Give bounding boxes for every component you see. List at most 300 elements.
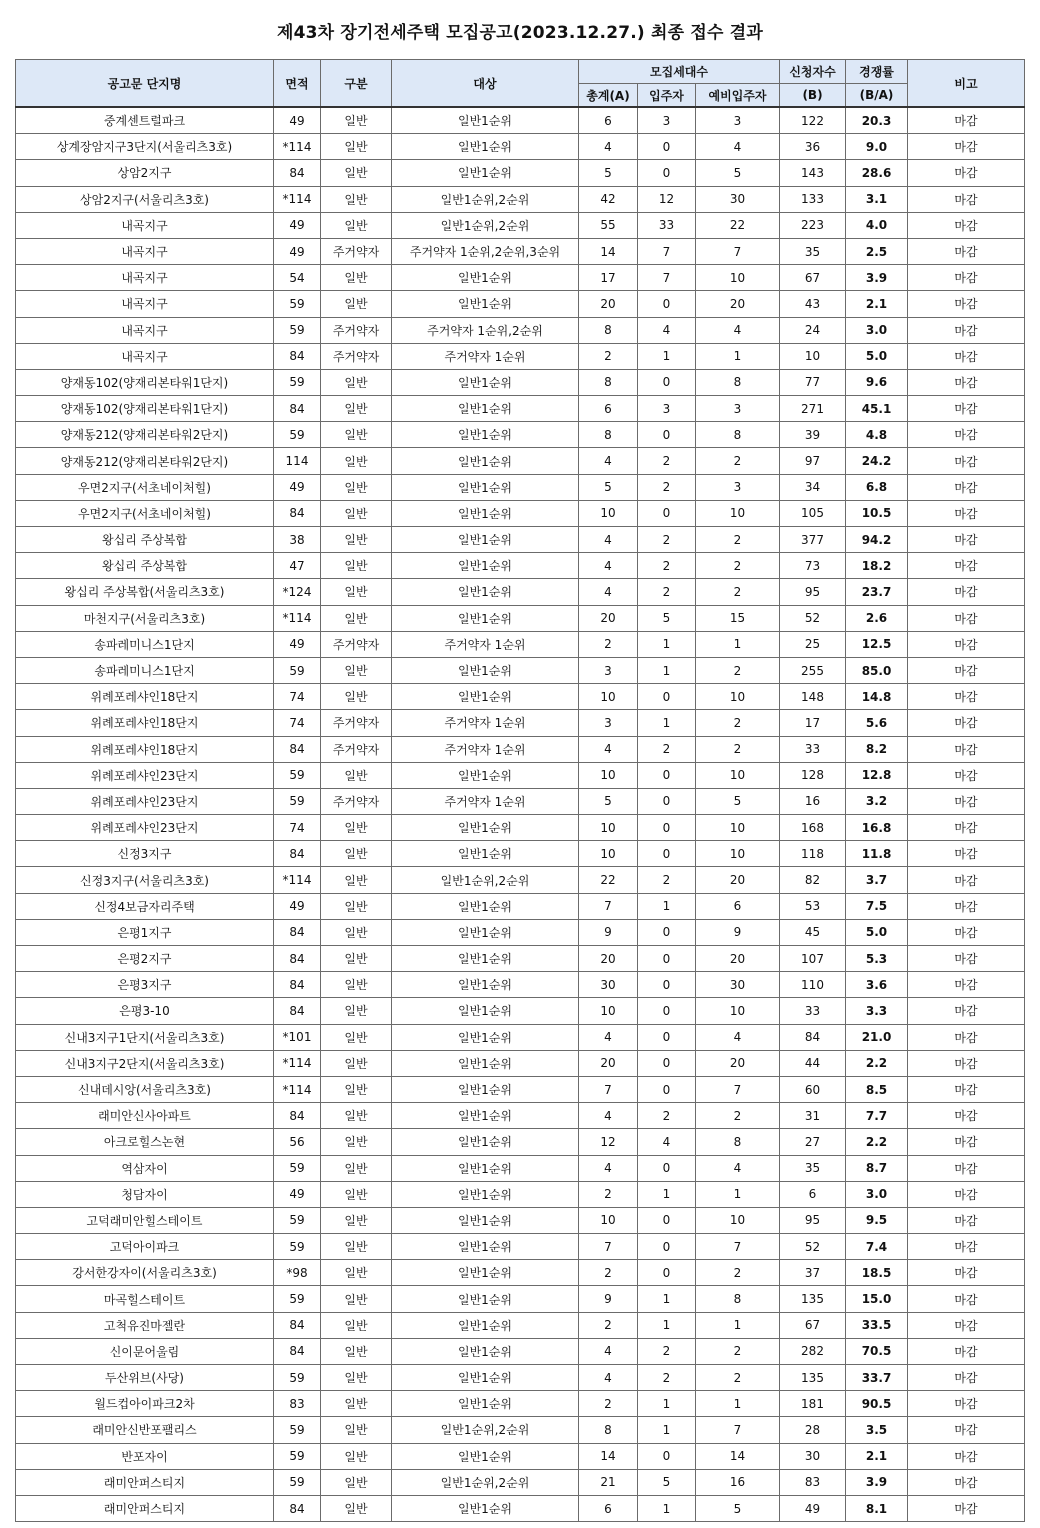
complex-name-cell: 신내데시앙(서울리츠3호) xyxy=(16,1076,274,1102)
target-cell: 일반1순위 xyxy=(392,1286,579,1312)
resident-cell: 0 xyxy=(638,291,696,317)
category-cell: 일반 xyxy=(321,1365,392,1391)
note-cell: 마감 xyxy=(908,212,1025,238)
area-cell: 84 xyxy=(274,1495,321,1521)
area-cell: 114 xyxy=(274,448,321,474)
resident-cell: 1 xyxy=(638,710,696,736)
applicants-cell: 95 xyxy=(780,1207,846,1233)
resident-cell: 1 xyxy=(638,1181,696,1207)
note-cell: 마감 xyxy=(908,134,1025,160)
reserve-cell: 5 xyxy=(696,160,780,186)
complex-name-cell: 마곡힐스테이트 xyxy=(16,1286,274,1312)
table-row xyxy=(16,343,1025,369)
ratio-cell: 3.3 xyxy=(846,998,908,1024)
reserve-cell: 7 xyxy=(696,238,780,264)
note-cell: 마감 xyxy=(908,1312,1025,1338)
note-cell: 마감 xyxy=(908,1024,1025,1050)
header-complex: 공고문 단지명 xyxy=(16,60,274,108)
note-cell: 마감 xyxy=(908,972,1025,998)
ratio-cell: 5.0 xyxy=(846,919,908,945)
category-cell: 일반 xyxy=(321,1234,392,1260)
target-cell: 일반1순위 xyxy=(392,998,579,1024)
category-cell: 일반 xyxy=(321,1391,392,1417)
applicants-cell: 34 xyxy=(780,474,846,500)
area-cell: 56 xyxy=(274,1129,321,1155)
note-cell: 마감 xyxy=(908,500,1025,526)
document-title: 제43차 장기전세주택 모집공고(2023.12.27.) 최종 접수 결과 xyxy=(277,23,763,43)
table-row xyxy=(16,396,1025,422)
applicants-cell: 118 xyxy=(780,841,846,867)
complex-name-cell: 은평1지구 xyxy=(16,919,274,945)
table-row xyxy=(16,160,1025,186)
ratio-cell: 5.3 xyxy=(846,946,908,972)
area-cell: 84 xyxy=(274,396,321,422)
target-cell: 일반1순위 xyxy=(392,553,579,579)
table-row xyxy=(16,657,1025,683)
complex-name-cell: 래미안퍼스티지 xyxy=(16,1495,274,1521)
category-cell: 일반 xyxy=(321,1443,392,1469)
resident-cell: 3 xyxy=(638,107,696,134)
area-cell: *114 xyxy=(274,1050,321,1076)
category-cell: 일반 xyxy=(321,684,392,710)
note-cell: 마감 xyxy=(908,527,1025,553)
header-note: 비고 xyxy=(908,60,1025,108)
total-cell: 4 xyxy=(579,1024,638,1050)
resident-cell: 12 xyxy=(638,186,696,212)
complex-name-cell: 양재동102(양재리본타워1단지) xyxy=(16,369,274,395)
header-category: 구분 xyxy=(321,60,392,108)
applicants-cell: 255 xyxy=(780,657,846,683)
applicants-cell: 143 xyxy=(780,160,846,186)
total-cell: 4 xyxy=(579,1338,638,1364)
resident-cell: 0 xyxy=(638,841,696,867)
header-ratio-sub: (B/A) xyxy=(846,84,908,108)
complex-name-cell: 은평3-10 xyxy=(16,998,274,1024)
resident-cell: 2 xyxy=(638,553,696,579)
reserve-cell: 2 xyxy=(696,1260,780,1286)
note-cell: 마감 xyxy=(908,893,1025,919)
target-cell: 일반1순위 xyxy=(392,1050,579,1076)
note-cell: 마감 xyxy=(908,1469,1025,1495)
resident-cell: 0 xyxy=(638,1155,696,1181)
ratio-cell: 15.0 xyxy=(846,1286,908,1312)
total-cell: 10 xyxy=(579,841,638,867)
resident-cell: 2 xyxy=(638,867,696,893)
reserve-cell: 8 xyxy=(696,1286,780,1312)
resident-cell: 0 xyxy=(638,1050,696,1076)
area-cell: 59 xyxy=(274,1469,321,1495)
resident-cell: 0 xyxy=(638,919,696,945)
table-row xyxy=(16,1312,1025,1338)
total-cell: 4 xyxy=(579,448,638,474)
area-cell: 84 xyxy=(274,946,321,972)
applicants-cell: 45 xyxy=(780,919,846,945)
area-cell: *114 xyxy=(274,605,321,631)
applicants-cell: 148 xyxy=(780,684,846,710)
note-cell: 마감 xyxy=(908,317,1025,343)
ratio-cell: 12.5 xyxy=(846,631,908,657)
reserve-cell: 2 xyxy=(696,736,780,762)
applicants-cell: 271 xyxy=(780,396,846,422)
complex-name-cell: 신이문어울림 xyxy=(16,1338,274,1364)
table-row xyxy=(16,1443,1025,1469)
resident-cell: 1 xyxy=(638,1391,696,1417)
category-cell: 일반 xyxy=(321,657,392,683)
total-cell: 2 xyxy=(579,343,638,369)
note-cell: 마감 xyxy=(908,631,1025,657)
category-cell: 일반 xyxy=(321,1024,392,1050)
category-cell: 일반 xyxy=(321,1155,392,1181)
area-cell: 49 xyxy=(274,238,321,264)
ratio-cell: 4.0 xyxy=(846,212,908,238)
note-cell: 마감 xyxy=(908,946,1025,972)
note-cell: 마감 xyxy=(908,1076,1025,1102)
table-row xyxy=(16,736,1025,762)
complex-name-cell: 신정3지구 xyxy=(16,841,274,867)
target-cell: 일반1순위 xyxy=(392,657,579,683)
total-cell: 9 xyxy=(579,919,638,945)
reserve-cell: 4 xyxy=(696,1155,780,1181)
note-cell: 마감 xyxy=(908,815,1025,841)
complex-name-cell: 위례포레샤인23단지 xyxy=(16,762,274,788)
target-cell: 주거약자 1순위 xyxy=(392,710,579,736)
table-row xyxy=(16,946,1025,972)
target-cell: 일반1순위 xyxy=(392,448,579,474)
table-row xyxy=(16,684,1025,710)
table-row xyxy=(16,1365,1025,1391)
reserve-cell: 3 xyxy=(696,396,780,422)
resident-cell: 2 xyxy=(638,1338,696,1364)
resident-cell: 0 xyxy=(638,422,696,448)
category-cell: 일반 xyxy=(321,265,392,291)
table-row xyxy=(16,919,1025,945)
target-cell: 일반1순위 xyxy=(392,500,579,526)
category-cell: 일반 xyxy=(321,1286,392,1312)
reserve-cell: 5 xyxy=(696,788,780,814)
target-cell: 주거약자 1순위 xyxy=(392,631,579,657)
table-header xyxy=(16,60,1025,108)
category-cell: 일반 xyxy=(321,946,392,972)
table-row xyxy=(16,134,1025,160)
reserve-cell: 2 xyxy=(696,710,780,736)
reserve-cell: 8 xyxy=(696,422,780,448)
applicants-cell: 77 xyxy=(780,369,846,395)
resident-cell: 4 xyxy=(638,1129,696,1155)
applicants-cell: 95 xyxy=(780,579,846,605)
resident-cell: 2 xyxy=(638,1365,696,1391)
complex-name-cell: 고덕아이파크 xyxy=(16,1234,274,1260)
target-cell: 일반1순위 xyxy=(392,1338,579,1364)
area-cell: 59 xyxy=(274,762,321,788)
area-cell: 49 xyxy=(274,474,321,500)
note-cell: 마감 xyxy=(908,265,1025,291)
table-row xyxy=(16,631,1025,657)
note-cell: 마감 xyxy=(908,1260,1025,1286)
complex-name-cell: 위례포레샤인18단지 xyxy=(16,684,274,710)
category-cell: 일반 xyxy=(321,1338,392,1364)
target-cell: 일반1순위 xyxy=(392,1365,579,1391)
table-row xyxy=(16,500,1025,526)
area-cell: 49 xyxy=(274,212,321,238)
total-cell: 2 xyxy=(579,1181,638,1207)
note-cell: 마감 xyxy=(908,474,1025,500)
reserve-cell: 10 xyxy=(696,500,780,526)
total-cell: 10 xyxy=(579,998,638,1024)
note-cell: 마감 xyxy=(908,1391,1025,1417)
area-cell: *124 xyxy=(274,579,321,605)
reserve-cell: 14 xyxy=(696,1443,780,1469)
complex-name-cell: 두산위브(사당) xyxy=(16,1365,274,1391)
total-cell: 8 xyxy=(579,422,638,448)
table-row xyxy=(16,788,1025,814)
table-row xyxy=(16,1155,1025,1181)
note-cell: 마감 xyxy=(908,762,1025,788)
table-row xyxy=(16,972,1025,998)
total-cell: 8 xyxy=(579,1417,638,1443)
note-cell: 마감 xyxy=(908,710,1025,736)
reserve-cell: 15 xyxy=(696,605,780,631)
complex-name-cell: 내곡지구 xyxy=(16,238,274,264)
note-cell: 마감 xyxy=(908,1495,1025,1521)
target-cell: 일반1순위 xyxy=(392,579,579,605)
complex-name-cell: 내곡지구 xyxy=(16,291,274,317)
reserve-cell: 10 xyxy=(696,815,780,841)
target-cell: 일반1순위 xyxy=(392,1024,579,1050)
note-cell: 마감 xyxy=(908,736,1025,762)
complex-name-cell: 래미안퍼스티지 xyxy=(16,1469,274,1495)
category-cell: 일반 xyxy=(321,291,392,317)
area-cell: 49 xyxy=(274,893,321,919)
target-cell: 일반1순위 xyxy=(392,972,579,998)
table-row xyxy=(16,317,1025,343)
total-cell: 7 xyxy=(579,893,638,919)
area-cell: 84 xyxy=(274,500,321,526)
resident-cell: 2 xyxy=(638,474,696,500)
note-cell: 마감 xyxy=(908,841,1025,867)
note-cell: 마감 xyxy=(908,998,1025,1024)
category-cell: 일반 xyxy=(321,186,392,212)
category-cell: 일반 xyxy=(321,605,392,631)
ratio-cell: 8.1 xyxy=(846,1495,908,1521)
ratio-cell: 18.2 xyxy=(846,553,908,579)
area-cell: 59 xyxy=(274,657,321,683)
ratio-cell: 45.1 xyxy=(846,396,908,422)
ratio-cell: 5.0 xyxy=(846,343,908,369)
target-cell: 일반1순위 xyxy=(392,474,579,500)
total-cell: 3 xyxy=(579,710,638,736)
applicants-cell: 52 xyxy=(780,605,846,631)
reserve-cell: 1 xyxy=(696,1181,780,1207)
applicants-cell: 60 xyxy=(780,1076,846,1102)
ratio-cell: 2.2 xyxy=(846,1129,908,1155)
category-cell: 일반 xyxy=(321,160,392,186)
total-cell: 5 xyxy=(579,474,638,500)
ratio-cell: 12.8 xyxy=(846,762,908,788)
applicants-cell: 25 xyxy=(780,631,846,657)
table-row xyxy=(16,710,1025,736)
note-cell: 마감 xyxy=(908,657,1025,683)
table-row xyxy=(16,238,1025,264)
category-cell: 주거약자 xyxy=(321,631,392,657)
resident-cell: 0 xyxy=(638,134,696,160)
area-cell: *114 xyxy=(274,134,321,160)
target-cell: 일반1순위 xyxy=(392,684,579,710)
applicants-cell: 35 xyxy=(780,238,846,264)
area-cell: 84 xyxy=(274,972,321,998)
applicants-cell: 105 xyxy=(780,500,846,526)
ratio-cell: 3.0 xyxy=(846,317,908,343)
category-cell: 일반 xyxy=(321,107,392,134)
ratio-cell: 2.6 xyxy=(846,605,908,631)
reserve-cell: 2 xyxy=(696,448,780,474)
category-cell: 일반 xyxy=(321,815,392,841)
ratio-cell: 7.7 xyxy=(846,1103,908,1129)
applicants-cell: 67 xyxy=(780,1312,846,1338)
header-area: 면적 xyxy=(274,60,321,108)
reserve-cell: 20 xyxy=(696,867,780,893)
applicants-cell: 24 xyxy=(780,317,846,343)
category-cell: 주거약자 xyxy=(321,343,392,369)
note-cell: 마감 xyxy=(908,448,1025,474)
ratio-cell: 85.0 xyxy=(846,657,908,683)
complex-name-cell: 송파레미니스1단지 xyxy=(16,631,274,657)
complex-name-cell: 신정4보금자리주택 xyxy=(16,893,274,919)
area-cell: 84 xyxy=(274,343,321,369)
reserve-cell: 8 xyxy=(696,369,780,395)
resident-cell: 2 xyxy=(638,579,696,605)
resident-cell: 2 xyxy=(638,527,696,553)
reserve-cell: 4 xyxy=(696,317,780,343)
applicants-cell: 30 xyxy=(780,1443,846,1469)
complex-name-cell: 강서한강자이(서울리츠3호) xyxy=(16,1260,274,1286)
ratio-cell: 33.5 xyxy=(846,1312,908,1338)
ratio-cell: 6.8 xyxy=(846,474,908,500)
category-cell: 주거약자 xyxy=(321,788,392,814)
ratio-cell: 3.0 xyxy=(846,1181,908,1207)
complex-name-cell: 반포자이 xyxy=(16,1443,274,1469)
ratio-cell: 2.1 xyxy=(846,291,908,317)
target-cell: 일반1순위 xyxy=(392,815,579,841)
target-cell: 일반1순위 xyxy=(392,893,579,919)
ratio-cell: 8.2 xyxy=(846,736,908,762)
reserve-cell: 1 xyxy=(696,343,780,369)
header-applicants-sub: (B) xyxy=(780,84,846,108)
table-row xyxy=(16,867,1025,893)
table-row xyxy=(16,1469,1025,1495)
reserve-cell: 10 xyxy=(696,841,780,867)
ratio-cell: 3.9 xyxy=(846,265,908,291)
target-cell: 일반1순위 xyxy=(392,422,579,448)
table-row xyxy=(16,369,1025,395)
table-body xyxy=(16,107,1025,1522)
ratio-cell: 33.7 xyxy=(846,1365,908,1391)
ratio-cell: 7.5 xyxy=(846,893,908,919)
complex-name-cell: 신내3지구2단지(서울리츠3호) xyxy=(16,1050,274,1076)
applicants-cell: 83 xyxy=(780,1469,846,1495)
area-cell: 74 xyxy=(274,815,321,841)
table-row xyxy=(16,422,1025,448)
resident-cell: 1 xyxy=(638,1286,696,1312)
area-cell: 59 xyxy=(274,1234,321,1260)
reserve-cell: 22 xyxy=(696,212,780,238)
area-cell: 84 xyxy=(274,919,321,945)
category-cell: 주거약자 xyxy=(321,736,392,762)
complex-name-cell: 신정3지구(서울리츠3호) xyxy=(16,867,274,893)
target-cell: 일반1순위 xyxy=(392,1391,579,1417)
resident-cell: 0 xyxy=(638,762,696,788)
ratio-cell: 2.1 xyxy=(846,1443,908,1469)
ratio-cell: 3.7 xyxy=(846,867,908,893)
note-cell: 마감 xyxy=(908,1338,1025,1364)
resident-cell: 0 xyxy=(638,972,696,998)
area-cell: 59 xyxy=(274,1365,321,1391)
note-cell: 마감 xyxy=(908,1103,1025,1129)
total-cell: 2 xyxy=(579,1391,638,1417)
reserve-cell: 30 xyxy=(696,972,780,998)
applicants-cell: 36 xyxy=(780,134,846,160)
ratio-cell: 2.5 xyxy=(846,238,908,264)
ratio-cell: 18.5 xyxy=(846,1260,908,1286)
table-row xyxy=(16,1234,1025,1260)
table-row xyxy=(16,1391,1025,1417)
target-cell: 일반1순위 xyxy=(392,841,579,867)
reserve-cell: 3 xyxy=(696,474,780,500)
applicants-cell: 67 xyxy=(780,265,846,291)
area-cell: *98 xyxy=(274,1260,321,1286)
complex-name-cell: 상계장암지구3단지(서울리츠3호) xyxy=(16,134,274,160)
total-cell: 42 xyxy=(579,186,638,212)
ratio-cell: 5.6 xyxy=(846,710,908,736)
total-cell: 55 xyxy=(579,212,638,238)
ratio-cell: 3.2 xyxy=(846,788,908,814)
total-cell: 4 xyxy=(579,1365,638,1391)
applicants-cell: 27 xyxy=(780,1129,846,1155)
resident-cell: 1 xyxy=(638,1417,696,1443)
total-cell: 4 xyxy=(579,579,638,605)
ratio-cell: 70.5 xyxy=(846,1338,908,1364)
target-cell: 일반1순위 xyxy=(392,291,579,317)
area-cell: 47 xyxy=(274,553,321,579)
reserve-cell: 2 xyxy=(696,657,780,683)
applicants-cell: 223 xyxy=(780,212,846,238)
ratio-cell: 2.2 xyxy=(846,1050,908,1076)
resident-cell: 0 xyxy=(638,369,696,395)
table-row xyxy=(16,605,1025,631)
target-cell: 일반1순위 xyxy=(392,1443,579,1469)
target-cell: 주거약자 1순위,2순위 xyxy=(392,317,579,343)
note-cell: 마감 xyxy=(908,1050,1025,1076)
reserve-cell: 1 xyxy=(696,1391,780,1417)
note-cell: 마감 xyxy=(908,343,1025,369)
reserve-cell: 7 xyxy=(696,1234,780,1260)
total-cell: 10 xyxy=(579,684,638,710)
note-cell: 마감 xyxy=(908,579,1025,605)
table-row xyxy=(16,1024,1025,1050)
complex-name-cell: 양재동212(양재리본타워2단지) xyxy=(16,422,274,448)
ratio-cell: 3.6 xyxy=(846,972,908,998)
resident-cell: 0 xyxy=(638,500,696,526)
area-cell: 49 xyxy=(274,1181,321,1207)
resident-cell: 0 xyxy=(638,788,696,814)
category-cell: 일반 xyxy=(321,579,392,605)
reserve-cell: 2 xyxy=(696,1365,780,1391)
area-cell: 49 xyxy=(274,107,321,134)
target-cell: 일반1순위 xyxy=(392,107,579,134)
target-cell: 일반1순위 xyxy=(392,160,579,186)
total-cell: 14 xyxy=(579,238,638,264)
target-cell: 일반1순위 xyxy=(392,396,579,422)
resident-cell: 2 xyxy=(638,448,696,474)
